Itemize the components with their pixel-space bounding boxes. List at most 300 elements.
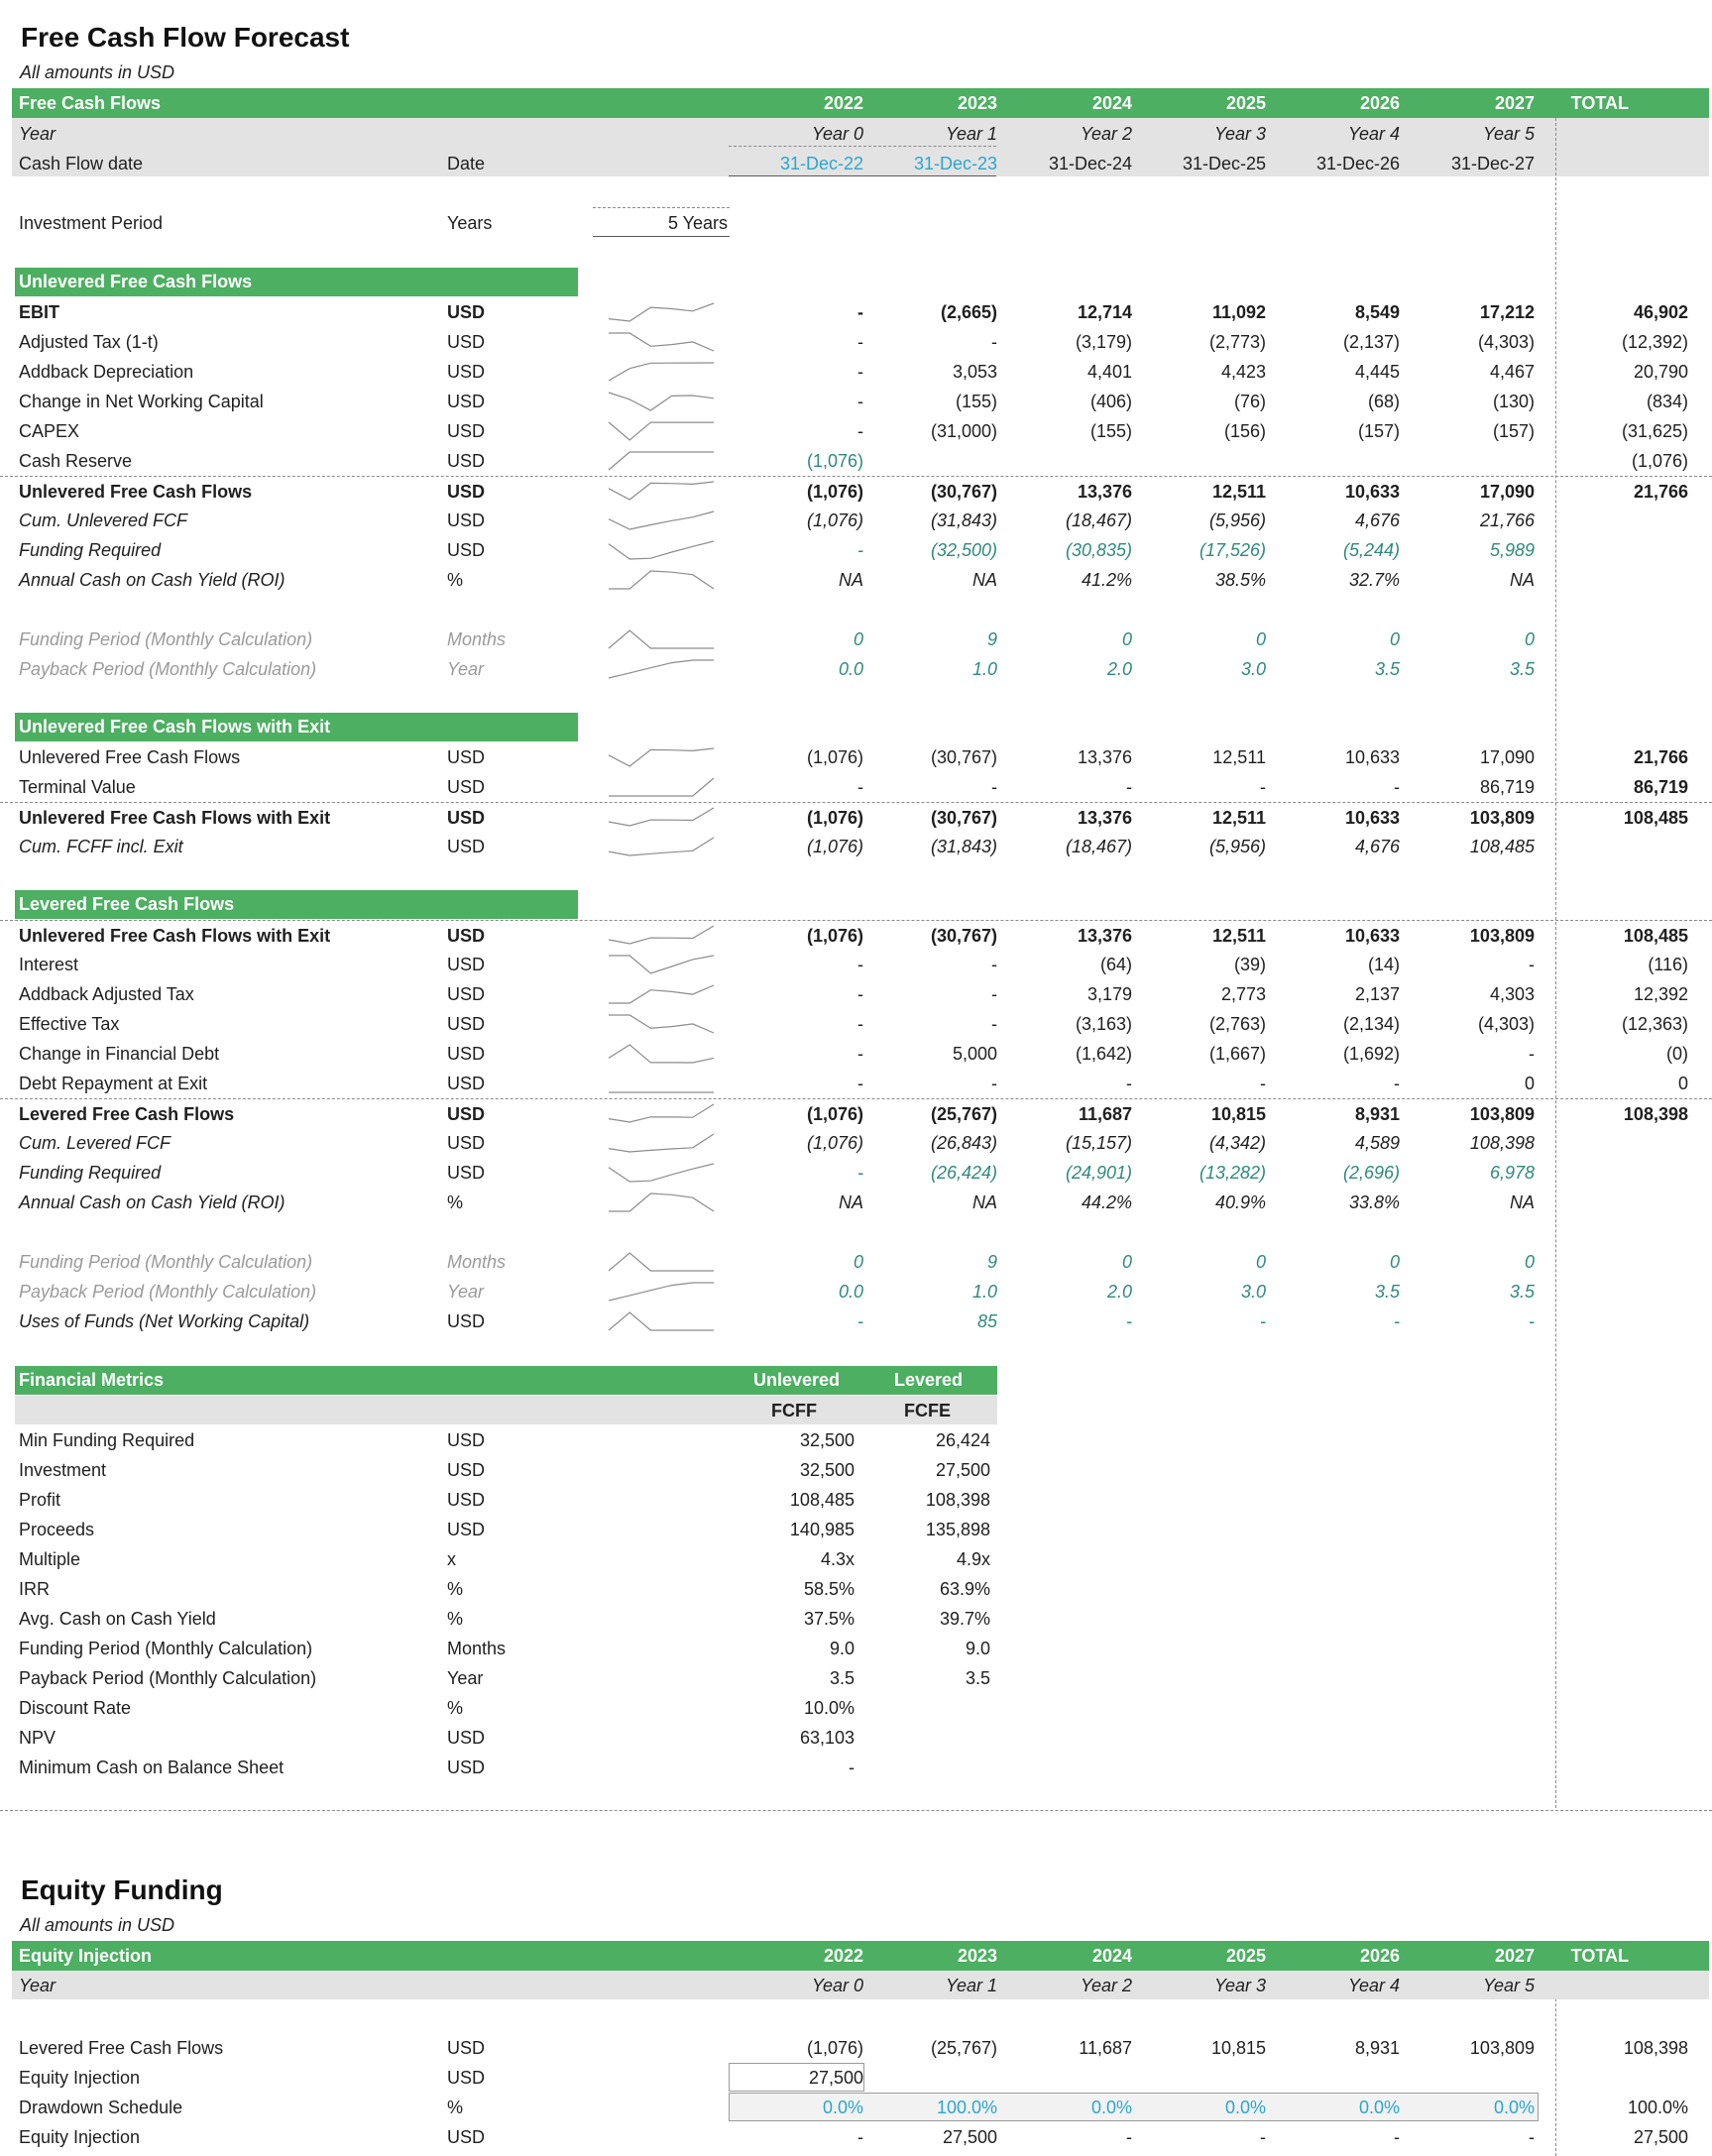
year-index: Year 1 (945, 1976, 997, 1995)
row-label: Levered Free Cash Flows (19, 1104, 235, 1124)
cell-value: (15,157) (1065, 1133, 1132, 1153)
cell-value: - (1260, 2127, 1266, 2147)
cell-value: (406) (1089, 392, 1132, 411)
date-input[interactable]: 31-Dec-23 (913, 154, 997, 173)
cell-value: 41.2% (1081, 570, 1132, 590)
cell-value: 9 (986, 1252, 997, 1272)
cell-value: 0 (1524, 629, 1535, 649)
cell-value: - (991, 955, 997, 974)
cell-value: 9 (986, 629, 997, 649)
section-title: Unlevered Free Cash Flows (19, 272, 253, 291)
row-unit: USD (447, 451, 486, 471)
sparkline (607, 834, 716, 859)
row-total: 108,398 (1623, 2038, 1688, 2058)
sparkline (607, 1130, 716, 1156)
cell-value: - (1529, 955, 1535, 974)
table-row (0, 446, 1712, 476)
cell-value: (25,767) (930, 2038, 997, 2058)
sparkline (607, 478, 716, 504)
cell-value: (5,244) (1342, 540, 1400, 560)
row-label: Drawdown Schedule (19, 2098, 183, 2117)
cell-value: (32,500) (930, 540, 997, 560)
metric-fcff: 10.0% (803, 1698, 855, 1718)
row-label: Payback Period (Monthly Calculation) (19, 1282, 317, 1302)
table-row (0, 920, 1712, 951)
cell-value[interactable]: 0.0% (1493, 2098, 1535, 2117)
cell-value[interactable]: 0.0% (1090, 2098, 1132, 2117)
cell-value: - (1529, 2127, 1535, 2147)
cell-value: NA (1509, 570, 1535, 590)
row-unit: USD (447, 332, 486, 352)
row-unit: USD (447, 777, 486, 797)
row-unit: USD (447, 421, 486, 441)
metric-fcfe: 3.5 (965, 1668, 990, 1688)
metrics-col2-sub: FCFE (904, 1401, 951, 1420)
row-total: (116) (1648, 955, 1688, 974)
row-unit: % (447, 2098, 464, 2117)
cell-value: 10,815 (1210, 2038, 1266, 2058)
cell-value: 12,511 (1212, 747, 1266, 767)
year-index: Year 1 (945, 124, 997, 144)
cell-value: - (857, 2127, 863, 2147)
row-label: Unlevered Free Cash Flows (19, 482, 253, 502)
cell-value: 103,809 (1469, 2038, 1535, 2058)
page-subtitle: All amounts in USD (20, 62, 175, 82)
sparkline-path (609, 452, 714, 470)
cell-value: 1.0 (971, 1282, 997, 1302)
section-divider (0, 1810, 1712, 1811)
row-unit: USD (447, 302, 486, 322)
sparkline-path (609, 748, 714, 766)
cell-value: (17,526) (1198, 540, 1266, 560)
metric-unit: USD (447, 1728, 486, 1748)
metric-label: Min Funding Required (19, 1430, 195, 1450)
cell-value: (1,076) (806, 926, 863, 946)
metric-label: Proceeds (19, 1520, 95, 1539)
metric-unit: % (447, 1609, 464, 1629)
table-row (0, 2093, 1712, 2122)
cell-value: 0 (1524, 1252, 1535, 1272)
row-unit: USD (447, 1163, 486, 1183)
cell-value: 12,511 (1211, 808, 1266, 828)
row-unit: USD (447, 747, 486, 767)
sparkline (607, 1041, 716, 1067)
sparkline (607, 508, 716, 533)
row-label: Unlevered Free Cash Flows (19, 747, 241, 767)
row-label: Equity Injection (19, 2127, 141, 2147)
year-index: Year 4 (1347, 1976, 1400, 1995)
row-total: 46,902 (1633, 302, 1688, 322)
sparkline (607, 1308, 716, 1334)
cell-value: - (857, 302, 863, 322)
cell-value: - (857, 1163, 863, 1183)
row-label: Debt Repayment at Exit (19, 1074, 208, 1093)
investment-label: Investment Period (19, 213, 164, 233)
cell-value[interactable]: 27,500 (808, 2068, 863, 2088)
cell-value: (1,076) (806, 837, 863, 856)
row-label: CAPEX (19, 421, 80, 441)
cell-value[interactable]: 0.0% (822, 2098, 863, 2117)
metric-label: Payback Period (Monthly Calculation) (19, 1668, 317, 1688)
year-2022: 2022 (823, 93, 863, 113)
row-total: 108,485 (1623, 926, 1688, 946)
cell-value: 0 (1121, 629, 1132, 649)
metric-fcff: 108,485 (789, 1490, 855, 1510)
year-index-row (0, 119, 1712, 149)
section-title: Unlevered Free Cash Flows with Exit (19, 717, 331, 737)
cell-value: 3.5 (1374, 1282, 1400, 1302)
sparkline (607, 1071, 716, 1096)
cell-value: - (857, 421, 863, 441)
table-row (0, 654, 1712, 684)
cell-value: - (1260, 1311, 1266, 1331)
row-label: Cum. FCFF incl. Exit (19, 837, 183, 856)
sparkline-path (609, 541, 714, 559)
cell-value: (1,076) (806, 482, 863, 502)
row-unit: USD (447, 955, 486, 974)
row-total: (31,625) (1621, 421, 1688, 441)
cell-value: 2,773 (1220, 984, 1266, 1004)
cell-value: 33.8% (1348, 1192, 1400, 1212)
row-unit: USD (447, 837, 486, 856)
equity-header-label: Equity Injection (19, 1946, 153, 1966)
cell-value: (156) (1223, 421, 1266, 441)
page-title: Free Cash Flow Forecast (21, 22, 350, 53)
metrics-row (0, 1425, 1712, 1455)
row-label: Addback Adjusted Tax (19, 984, 194, 1004)
metrics-row (0, 1693, 1712, 1723)
cell-value: 4,676 (1354, 511, 1400, 530)
cell-value: 3.5 (1509, 1282, 1535, 1302)
cell-value: 13,376 (1077, 808, 1132, 828)
metric-fcfe: 135,898 (925, 1520, 990, 1539)
metric-label: NPV (19, 1728, 57, 1748)
sparkline (607, 1011, 716, 1037)
metric-label: Discount Rate (19, 1698, 132, 1718)
metric-fcfe: 26,424 (935, 1430, 990, 1450)
metric-unit: % (447, 1698, 464, 1718)
metric-fcfe: 108,398 (925, 1490, 990, 1510)
metric-fcff: 140,985 (789, 1520, 855, 1539)
year-index: Year 0 (811, 1976, 863, 1995)
row-label: Effective Tax (19, 1014, 120, 1034)
row-unit: USD (447, 392, 486, 411)
row-total: 86,719 (1633, 777, 1688, 797)
sparkline-path (609, 778, 714, 796)
row-unit: USD (447, 1311, 486, 1331)
row-unit: USD (447, 362, 486, 382)
cell-value: 0 (1389, 629, 1400, 649)
table-row (0, 1188, 1712, 1217)
row-unit: % (447, 1192, 464, 1212)
cell-value: 103,809 (1469, 926, 1535, 946)
cell-value: (1,076) (806, 451, 863, 471)
table-row (0, 802, 1712, 833)
metrics-subheader (0, 1396, 1712, 1425)
row-label: Cum. Unlevered FCF (19, 511, 188, 530)
row-total: (12,363) (1621, 1014, 1688, 1034)
year-2027: 2027 (1494, 93, 1535, 113)
row-unit: USD (447, 1104, 486, 1124)
cell-value[interactable]: 0.0% (1224, 2098, 1266, 2117)
cash-flow-date-row (0, 149, 1712, 178)
row-unit: USD (447, 1074, 486, 1093)
year-index: Year 0 (811, 124, 863, 144)
table-row (0, 772, 1712, 802)
table-row (0, 624, 1712, 654)
equity-header-row (0, 1941, 1712, 1971)
cell-value: 6,978 (1489, 1163, 1535, 1183)
row-unit: USD (447, 511, 486, 530)
year-index: Year 2 (1080, 1976, 1132, 1995)
row-label: Funding Period (Monthly Calculation) (19, 629, 313, 649)
metrics-title: Financial Metrics (19, 1370, 165, 1390)
cell-value: 17,090 (1479, 482, 1535, 502)
metric-fcff: 4.3x (820, 1549, 855, 1569)
sparkline-path (609, 422, 714, 440)
equity-year-row (0, 1971, 1712, 2000)
sparkline-path (609, 1134, 714, 1152)
cell-value: 3.5 (1374, 659, 1400, 679)
row-label: EBIT (19, 302, 60, 322)
cell-value: (1,692) (1342, 1044, 1400, 1064)
cell-value: (18,467) (1065, 511, 1132, 530)
investment-unit: Years (447, 213, 493, 233)
metrics-row (0, 1604, 1712, 1634)
cell-value: 32.7% (1348, 570, 1400, 590)
cell-value: (2,134) (1342, 1014, 1400, 1034)
cell-value: 108,398 (1469, 1133, 1535, 1153)
table-row (0, 832, 1712, 861)
row-unit: USD (447, 1044, 486, 1064)
section-title: Levered Free Cash Flows (19, 894, 235, 914)
total-header: TOTAL (1570, 93, 1629, 113)
cell-value: 4,467 (1489, 362, 1535, 382)
metrics-row (0, 1455, 1712, 1485)
metrics-row (0, 1544, 1712, 1574)
cell-value[interactable]: 0.0% (1358, 2098, 1400, 2117)
cell-value: - (991, 777, 997, 797)
cell-value: (4,303) (1477, 332, 1535, 352)
cell-value: 0 (1255, 629, 1266, 649)
cell-value: (18,467) (1065, 837, 1132, 856)
sparkline (607, 389, 716, 414)
cell-value: NA (971, 1192, 997, 1212)
cell-value: 10,633 (1344, 747, 1400, 767)
table-row (0, 1158, 1712, 1188)
cell-value: (68) (1367, 392, 1400, 411)
cell-value: 1.0 (971, 659, 997, 679)
cell-value: (2,137) (1342, 332, 1400, 352)
table-row (0, 979, 1712, 1009)
metric-fcff: 3.5 (829, 1668, 855, 1688)
cell-value: 11,687 (1079, 2038, 1132, 2058)
sparkline-path (609, 303, 714, 321)
row-total: (0) (1666, 1044, 1688, 1064)
year-index: Year 4 (1347, 124, 1400, 144)
cell-value: 0.0 (838, 1282, 863, 1302)
metrics-row (0, 1753, 1712, 1782)
date-value: 31-Dec-26 (1315, 154, 1400, 173)
row-label: Change in Financial Debt (19, 1044, 220, 1064)
cell-value: - (1529, 1311, 1535, 1331)
cell-value: 10,633 (1344, 926, 1400, 946)
row-unit: USD (447, 926, 486, 946)
cell-value: (30,767) (930, 482, 997, 502)
cell-value: (39) (1233, 955, 1266, 974)
sparkline (607, 448, 716, 474)
metric-fcff: 9.0 (829, 1639, 855, 1658)
sparkline-path (609, 660, 714, 678)
section-levered (0, 890, 1712, 920)
year-2025: 2025 (1225, 1946, 1266, 1966)
cell-value: - (857, 777, 863, 797)
metric-label: Multiple (19, 1549, 81, 1569)
row-label: Adjusted Tax (1-t) (19, 332, 159, 352)
metric-fcff: 58.5% (803, 1579, 855, 1599)
cell-value: 13,376 (1077, 747, 1132, 767)
cell-value: 4,589 (1354, 1133, 1400, 1153)
cell-value: - (991, 1014, 997, 1034)
section-unlevered (0, 268, 1712, 297)
sparkline (607, 744, 716, 770)
metrics-row (0, 1663, 1712, 1693)
row-unit: USD (447, 1014, 486, 1034)
metrics-header (0, 1366, 1712, 1396)
table-row (0, 950, 1712, 979)
cell-value: 12,511 (1211, 482, 1266, 502)
cell-value: 0 (1121, 1252, 1132, 1272)
cell-value: (5,956) (1208, 511, 1266, 530)
metric-label: Funding Period (Monthly Calculation) (19, 1639, 313, 1658)
date-input[interactable]: 31-Dec-22 (779, 154, 863, 173)
cell-value: - (1126, 1311, 1132, 1331)
row-label: Funding Required (19, 540, 162, 560)
cell-value: NA (838, 570, 863, 590)
cell-value: (1,076) (806, 1133, 863, 1153)
cell-value: (25,767) (930, 1104, 997, 1124)
cell-value: (26,843) (930, 1133, 997, 1153)
cell-value: 13,376 (1077, 482, 1132, 502)
row-unit: USD (447, 482, 486, 502)
cell-value: 4,676 (1354, 837, 1400, 856)
cell-value: (2,665) (940, 302, 997, 322)
sparkline (607, 1100, 716, 1126)
equity-title: Equity Funding (21, 1874, 223, 1905)
row-unit: USD (447, 984, 486, 1004)
sparkline (607, 537, 716, 563)
cell-value: - (1394, 1074, 1400, 1093)
cell-value: 27,500 (942, 2127, 997, 2147)
cell-value: 0 (1524, 1074, 1535, 1093)
year-2023: 2023 (957, 93, 997, 113)
cell-value: 2.0 (1106, 659, 1132, 679)
metrics-row (0, 1723, 1712, 1753)
cell-value: 3.5 (1509, 659, 1535, 679)
cell-value: (1,667) (1208, 1044, 1266, 1064)
cell-value: 0 (853, 1252, 863, 1272)
metric-unit: Year (447, 1668, 484, 1688)
row-label: Uses of Funds (Net Working Capital) (19, 1311, 310, 1331)
sparkline-path (609, 393, 714, 410)
cell-value: 86,719 (1479, 777, 1535, 797)
metric-label: Investment (19, 1460, 107, 1480)
cell-value: 3,053 (952, 362, 997, 382)
cell-value: (76) (1233, 392, 1266, 411)
table-row (0, 1069, 1712, 1098)
year-index: Year 5 (1482, 124, 1535, 144)
investment-period-row (0, 208, 1712, 238)
row-total: 27,500 (1633, 2127, 1688, 2147)
cell-value: (31,000) (930, 421, 997, 441)
sparkline-path (609, 630, 714, 648)
cell-value: (1,642) (1075, 1044, 1132, 1064)
cell-value: (14) (1367, 955, 1400, 974)
cell-value: - (857, 392, 863, 411)
cell-value: 8,931 (1354, 2038, 1400, 2058)
cell-value: - (857, 1311, 863, 1331)
row-label: Terminal Value (19, 777, 136, 797)
date-value: 31-Dec-24 (1048, 154, 1132, 173)
sparkline-path (609, 1015, 714, 1033)
sparkline (607, 1160, 716, 1186)
metric-label: Minimum Cash on Balance Sheet (19, 1758, 285, 1777)
sparkline (607, 359, 716, 385)
cell-value: (1,076) (806, 808, 863, 828)
cell-value: 4,445 (1354, 362, 1400, 382)
metric-unit: USD (447, 1460, 486, 1480)
table-row (0, 2063, 1712, 2093)
metric-fcfe: 9.0 (965, 1639, 990, 1658)
section-exit (0, 713, 1712, 742)
year-2026: 2026 (1359, 93, 1400, 113)
metric-unit: USD (447, 1490, 486, 1510)
cell-value[interactable]: 100.0% (936, 2098, 997, 2117)
sparkline-path (609, 1104, 714, 1122)
cell-value: 12,511 (1211, 926, 1266, 946)
cell-value: 5,989 (1489, 540, 1535, 560)
table-row (0, 416, 1712, 446)
cell-value: 0 (853, 629, 863, 649)
table-row (0, 742, 1712, 772)
row-unit: USD (447, 808, 486, 828)
table-row (0, 1009, 1712, 1039)
metric-unit: % (447, 1579, 464, 1599)
cell-value: 3.0 (1240, 659, 1266, 679)
row-label: Cum. Levered FCF (19, 1133, 171, 1153)
row-label: Interest (19, 955, 79, 974)
cell-value: (1,076) (806, 511, 863, 530)
metric-fcff: 63,103 (799, 1728, 855, 1748)
investment-period-input[interactable]: 5 Years (667, 213, 728, 233)
cell-value: 4,423 (1220, 362, 1266, 382)
cell-value: 10,633 (1344, 808, 1400, 828)
year-label: Year (19, 1976, 57, 1995)
year-2026: 2026 (1359, 1946, 1400, 1966)
sparkline (607, 567, 716, 593)
metric-unit: USD (447, 1430, 486, 1450)
cell-value: - (857, 1074, 863, 1093)
sparkline-path (609, 1164, 714, 1182)
cell-value: - (857, 984, 863, 1004)
cell-value: 8,549 (1354, 302, 1400, 322)
year-index: Year 3 (1213, 1976, 1266, 1995)
cell-value: (31,843) (930, 837, 997, 856)
cell-value: 103,809 (1469, 1104, 1535, 1124)
cell-value: (64) (1099, 955, 1132, 974)
cell-value: NA (838, 1192, 863, 1212)
header-row (0, 88, 1712, 118)
